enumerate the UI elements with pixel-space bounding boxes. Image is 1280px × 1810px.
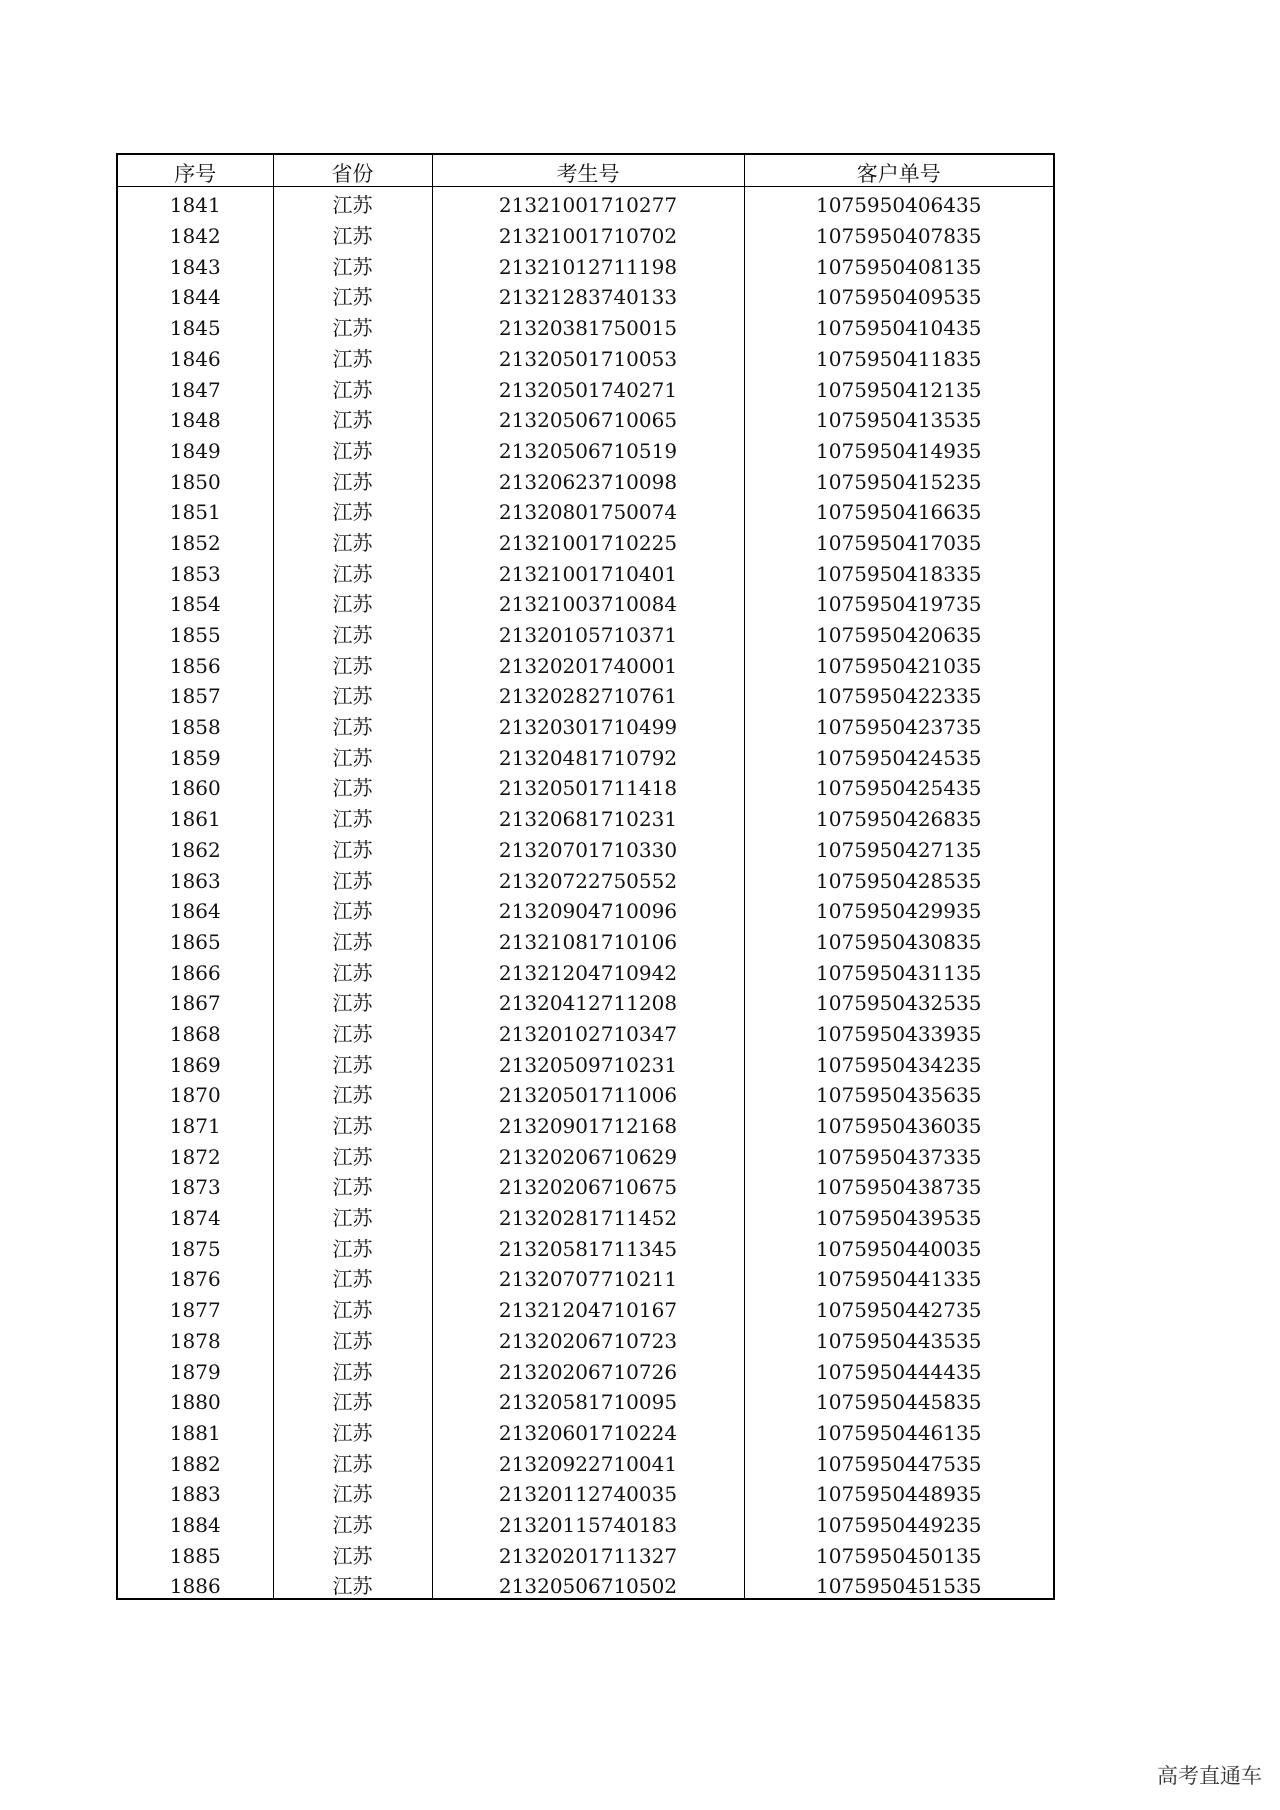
cell-index: 1846 <box>117 340 273 371</box>
cell-order-number: 1075950450135 <box>744 1537 1054 1568</box>
cell-province: 江苏 <box>273 371 432 402</box>
cell-exam-number: 21321283740133 <box>432 279 744 310</box>
table-row <box>117 739 1054 770</box>
cell-index: 1844 <box>117 279 273 310</box>
cell-index: 1869 <box>117 1046 273 1077</box>
table-row <box>117 647 1054 678</box>
cell-exam-number: 21320506710065 <box>432 402 744 433</box>
cell-exam-number: 21321003710084 <box>432 586 744 617</box>
cell-index: 1859 <box>117 739 273 770</box>
table-row <box>117 862 1054 893</box>
cell-exam-number: 21320922710041 <box>432 1445 744 1476</box>
cell-province: 江苏 <box>273 1353 432 1384</box>
header-order-number: 客户单号 <box>744 154 1054 186</box>
cell-province: 江苏 <box>273 1291 432 1322</box>
cell-index: 1858 <box>117 708 273 739</box>
cell-exam-number: 21320201740001 <box>432 647 744 678</box>
cell-province: 江苏 <box>273 1476 432 1507</box>
cell-province: 江苏 <box>273 1506 432 1537</box>
cell-order-number: 1075950426835 <box>744 800 1054 831</box>
cell-exam-number: 21321204710942 <box>432 954 744 985</box>
cell-province: 江苏 <box>273 708 432 739</box>
cell-order-number: 1075950417035 <box>744 524 1054 555</box>
cell-province: 江苏 <box>273 1537 432 1568</box>
cell-order-number: 1075950409535 <box>744 279 1054 310</box>
cell-order-number: 1075950427135 <box>744 831 1054 862</box>
cell-exam-number: 21321012711198 <box>432 248 744 279</box>
cell-exam-number: 21320112740035 <box>432 1476 744 1507</box>
cell-exam-number: 21320115740183 <box>432 1506 744 1537</box>
table-row <box>117 985 1054 1016</box>
cell-index: 1853 <box>117 555 273 586</box>
cell-index: 1883 <box>117 1476 273 1507</box>
cell-order-number: 1075950444435 <box>744 1353 1054 1384</box>
cell-exam-number: 21320412711208 <box>432 985 744 1016</box>
cell-exam-number: 21320509710231 <box>432 1046 744 1077</box>
cell-province: 江苏 <box>273 1414 432 1445</box>
cell-index: 1868 <box>117 1015 273 1046</box>
cell-index: 1879 <box>117 1353 273 1384</box>
cell-order-number: 1075950420635 <box>744 616 1054 647</box>
table-row <box>117 1476 1054 1507</box>
cell-order-number: 1075950424535 <box>744 739 1054 770</box>
cell-province: 江苏 <box>273 862 432 893</box>
cell-exam-number: 21320506710519 <box>432 432 744 463</box>
table-row <box>117 248 1054 279</box>
cell-index: 1878 <box>117 1322 273 1353</box>
cell-index: 1843 <box>117 248 273 279</box>
cell-exam-number: 21320281711452 <box>432 1199 744 1230</box>
cell-province: 江苏 <box>273 893 432 924</box>
cell-index: 1852 <box>117 524 273 555</box>
admission-table <box>116 153 1055 1600</box>
table-row <box>117 800 1054 831</box>
cell-exam-number: 21320901712168 <box>432 1107 744 1138</box>
cell-index: 1874 <box>117 1199 273 1230</box>
cell-order-number: 1075950436035 <box>744 1107 1054 1138</box>
cell-province: 江苏 <box>273 1322 432 1353</box>
table-row <box>117 186 1054 217</box>
table-row <box>117 402 1054 433</box>
cell-province: 江苏 <box>273 954 432 985</box>
cell-order-number: 1075950425435 <box>744 770 1054 801</box>
table-row <box>117 1107 1054 1138</box>
cell-exam-number: 21320501711006 <box>432 1077 744 1108</box>
table-row <box>117 524 1054 555</box>
cell-order-number: 1075950421035 <box>744 647 1054 678</box>
table-row <box>117 586 1054 617</box>
cell-exam-number: 21320801750074 <box>432 494 744 525</box>
cell-province: 江苏 <box>273 1107 432 1138</box>
cell-index: 1861 <box>117 800 273 831</box>
cell-index: 1865 <box>117 923 273 954</box>
cell-exam-number: 21320301710499 <box>432 708 744 739</box>
table-row <box>117 1015 1054 1046</box>
cell-exam-number: 21320722750552 <box>432 862 744 893</box>
table-row <box>117 893 1054 924</box>
table-row <box>117 678 1054 709</box>
cell-province: 江苏 <box>273 1445 432 1476</box>
table-row <box>117 831 1054 862</box>
cell-order-number: 1075950410435 <box>744 309 1054 340</box>
table-row <box>117 463 1054 494</box>
cell-index: 1884 <box>117 1506 273 1537</box>
cell-province: 江苏 <box>273 739 432 770</box>
table-row <box>117 708 1054 739</box>
cell-exam-number: 21320206710723 <box>432 1322 744 1353</box>
table-row <box>117 279 1054 310</box>
cell-index: 1845 <box>117 309 273 340</box>
table-row <box>117 1077 1054 1108</box>
table-row <box>117 1414 1054 1445</box>
table-header-row <box>117 154 1054 186</box>
table-row <box>117 371 1054 402</box>
table-row <box>117 923 1054 954</box>
cell-exam-number: 21321001710225 <box>432 524 744 555</box>
cell-index: 1841 <box>117 186 273 217</box>
table-row <box>117 432 1054 463</box>
cell-province: 江苏 <box>273 1568 432 1600</box>
cell-index: 1849 <box>117 432 273 463</box>
table-row <box>117 1046 1054 1077</box>
table-body <box>117 186 1054 1599</box>
cell-province: 江苏 <box>273 800 432 831</box>
cell-exam-number: 21321001710702 <box>432 217 744 248</box>
cell-exam-number: 21320904710096 <box>432 893 744 924</box>
cell-order-number: 1075950437335 <box>744 1138 1054 1169</box>
cell-order-number: 1075950430835 <box>744 923 1054 954</box>
cell-order-number: 1075950429935 <box>744 893 1054 924</box>
cell-province: 江苏 <box>273 248 432 279</box>
cell-index: 1847 <box>117 371 273 402</box>
cell-order-number: 1075950443535 <box>744 1322 1054 1353</box>
cell-order-number: 1075950411835 <box>744 340 1054 371</box>
cell-index: 1862 <box>117 831 273 862</box>
cell-exam-number: 21320102710347 <box>432 1015 744 1046</box>
table-row <box>117 1537 1054 1568</box>
cell-province: 江苏 <box>273 279 432 310</box>
cell-exam-number: 21320105710371 <box>432 616 744 647</box>
cell-index: 1842 <box>117 217 273 248</box>
cell-province: 江苏 <box>273 616 432 647</box>
cell-province: 江苏 <box>273 1015 432 1046</box>
cell-exam-number: 21320501710053 <box>432 340 744 371</box>
cell-province: 江苏 <box>273 402 432 433</box>
cell-exam-number: 21320206710675 <box>432 1169 744 1200</box>
cell-order-number: 1075950440035 <box>744 1230 1054 1261</box>
cell-province: 江苏 <box>273 463 432 494</box>
cell-exam-number: 21320481710792 <box>432 739 744 770</box>
cell-province: 江苏 <box>273 1169 432 1200</box>
cell-index: 1866 <box>117 954 273 985</box>
cell-exam-number: 21321204710167 <box>432 1291 744 1322</box>
cell-index: 1867 <box>117 985 273 1016</box>
cell-index: 1848 <box>117 402 273 433</box>
cell-index: 1877 <box>117 1291 273 1322</box>
cell-order-number: 1075950418335 <box>744 555 1054 586</box>
cell-order-number: 1075950435635 <box>744 1077 1054 1108</box>
cell-province: 江苏 <box>273 831 432 862</box>
cell-order-number: 1075950445835 <box>744 1384 1054 1415</box>
cell-province: 江苏 <box>273 186 432 217</box>
cell-exam-number: 21320681710231 <box>432 800 744 831</box>
table-row <box>117 1322 1054 1353</box>
cell-province: 江苏 <box>273 1230 432 1261</box>
cell-index: 1873 <box>117 1169 273 1200</box>
cell-province: 江苏 <box>273 555 432 586</box>
cell-order-number: 1075950413535 <box>744 402 1054 433</box>
cell-index: 1854 <box>117 586 273 617</box>
cell-order-number: 1075950428535 <box>744 862 1054 893</box>
cell-order-number: 1075950432535 <box>744 985 1054 1016</box>
cell-province: 江苏 <box>273 494 432 525</box>
cell-province: 江苏 <box>273 1261 432 1292</box>
cell-index: 1881 <box>117 1414 273 1445</box>
table-row <box>117 1353 1054 1384</box>
cell-index: 1855 <box>117 616 273 647</box>
cell-index: 1882 <box>117 1445 273 1476</box>
cell-province: 江苏 <box>273 678 432 709</box>
cell-index: 1870 <box>117 1077 273 1108</box>
cell-province: 江苏 <box>273 1199 432 1230</box>
cell-exam-number: 21320381750015 <box>432 309 744 340</box>
cell-province: 江苏 <box>273 1077 432 1108</box>
cell-province: 江苏 <box>273 309 432 340</box>
cell-order-number: 1075950451535 <box>744 1568 1054 1600</box>
cell-order-number: 1075950438735 <box>744 1169 1054 1200</box>
cell-exam-number: 21320206710726 <box>432 1353 744 1384</box>
cell-index: 1872 <box>117 1138 273 1169</box>
table-row <box>117 217 1054 248</box>
cell-index: 1871 <box>117 1107 273 1138</box>
cell-exam-number: 21320701710330 <box>432 831 744 862</box>
cell-index: 1860 <box>117 770 273 801</box>
cell-index: 1863 <box>117 862 273 893</box>
cell-province: 江苏 <box>273 217 432 248</box>
cell-index: 1856 <box>117 647 273 678</box>
cell-index: 1876 <box>117 1261 273 1292</box>
cell-province: 江苏 <box>273 1384 432 1415</box>
cell-province: 江苏 <box>273 340 432 371</box>
cell-exam-number: 21321081710106 <box>432 923 744 954</box>
cell-order-number: 1075950416635 <box>744 494 1054 525</box>
header-province: 省份 <box>273 154 432 186</box>
cell-index: 1850 <box>117 463 273 494</box>
cell-order-number: 1075950439535 <box>744 1199 1054 1230</box>
header-index: 序号 <box>117 154 273 186</box>
table-row <box>117 1199 1054 1230</box>
cell-order-number: 1075950431135 <box>744 954 1054 985</box>
table-row <box>117 1138 1054 1169</box>
cell-province: 江苏 <box>273 432 432 463</box>
cell-index: 1880 <box>117 1384 273 1415</box>
header-exam-number: 考生号 <box>432 154 744 186</box>
cell-order-number: 1075950447535 <box>744 1445 1054 1476</box>
cell-index: 1886 <box>117 1568 273 1600</box>
cell-order-number: 1075950433935 <box>744 1015 1054 1046</box>
cell-exam-number: 21320201711327 <box>432 1537 744 1568</box>
cell-order-number: 1075950407835 <box>744 217 1054 248</box>
cell-exam-number: 21320581710095 <box>432 1384 744 1415</box>
cell-province: 江苏 <box>273 985 432 1016</box>
cell-order-number: 1075950419735 <box>744 586 1054 617</box>
cell-order-number: 1075950415235 <box>744 463 1054 494</box>
cell-exam-number: 21320282710761 <box>432 678 744 709</box>
cell-province: 江苏 <box>273 586 432 617</box>
cell-exam-number: 21320501740271 <box>432 371 744 402</box>
cell-order-number: 1075950448935 <box>744 1476 1054 1507</box>
table-row <box>117 1261 1054 1292</box>
cell-exam-number: 21320506710502 <box>432 1568 744 1600</box>
cell-province: 江苏 <box>273 1046 432 1077</box>
cell-province: 江苏 <box>273 647 432 678</box>
cell-exam-number: 21320206710629 <box>432 1138 744 1169</box>
cell-order-number: 1075950408135 <box>744 248 1054 279</box>
table-row <box>117 1291 1054 1322</box>
cell-province: 江苏 <box>273 923 432 954</box>
cell-order-number: 1075950449235 <box>744 1506 1054 1537</box>
cell-order-number: 1075950442735 <box>744 1291 1054 1322</box>
cell-province: 江苏 <box>273 770 432 801</box>
cell-order-number: 1075950423735 <box>744 708 1054 739</box>
cell-exam-number: 21320581711345 <box>432 1230 744 1261</box>
table-row <box>117 340 1054 371</box>
table-row <box>117 309 1054 340</box>
cell-index: 1885 <box>117 1537 273 1568</box>
cell-province: 江苏 <box>273 524 432 555</box>
cell-order-number: 1075950422335 <box>744 678 1054 709</box>
table-row <box>117 954 1054 985</box>
table-row <box>117 1445 1054 1476</box>
cell-order-number: 1075950412135 <box>744 371 1054 402</box>
cell-exam-number: 21321001710277 <box>432 186 744 217</box>
cell-exam-number: 21321001710401 <box>432 555 744 586</box>
cell-exam-number: 21320623710098 <box>432 463 744 494</box>
cell-order-number: 1075950434235 <box>744 1046 1054 1077</box>
cell-exam-number: 21320707710211 <box>432 1261 744 1292</box>
cell-index: 1875 <box>117 1230 273 1261</box>
cell-exam-number: 21320501711418 <box>432 770 744 801</box>
cell-order-number: 1075950414935 <box>744 432 1054 463</box>
watermark-text: 高考直通车 <box>1157 1764 1262 1788</box>
cell-exam-number: 21320601710224 <box>432 1414 744 1445</box>
cell-index: 1857 <box>117 678 273 709</box>
cell-order-number: 1075950406435 <box>744 186 1054 217</box>
table-row <box>117 494 1054 525</box>
cell-index: 1851 <box>117 494 273 525</box>
table-row <box>117 616 1054 647</box>
table-row <box>117 1506 1054 1537</box>
cell-province: 江苏 <box>273 1138 432 1169</box>
cell-order-number: 1075950446135 <box>744 1414 1054 1445</box>
cell-index: 1864 <box>117 893 273 924</box>
table-row <box>117 1568 1054 1600</box>
cell-order-number: 1075950441335 <box>744 1261 1054 1292</box>
table-row <box>117 555 1054 586</box>
table-row <box>117 1384 1054 1415</box>
table-row <box>117 770 1054 801</box>
table-row <box>117 1169 1054 1200</box>
table-row <box>117 1230 1054 1261</box>
